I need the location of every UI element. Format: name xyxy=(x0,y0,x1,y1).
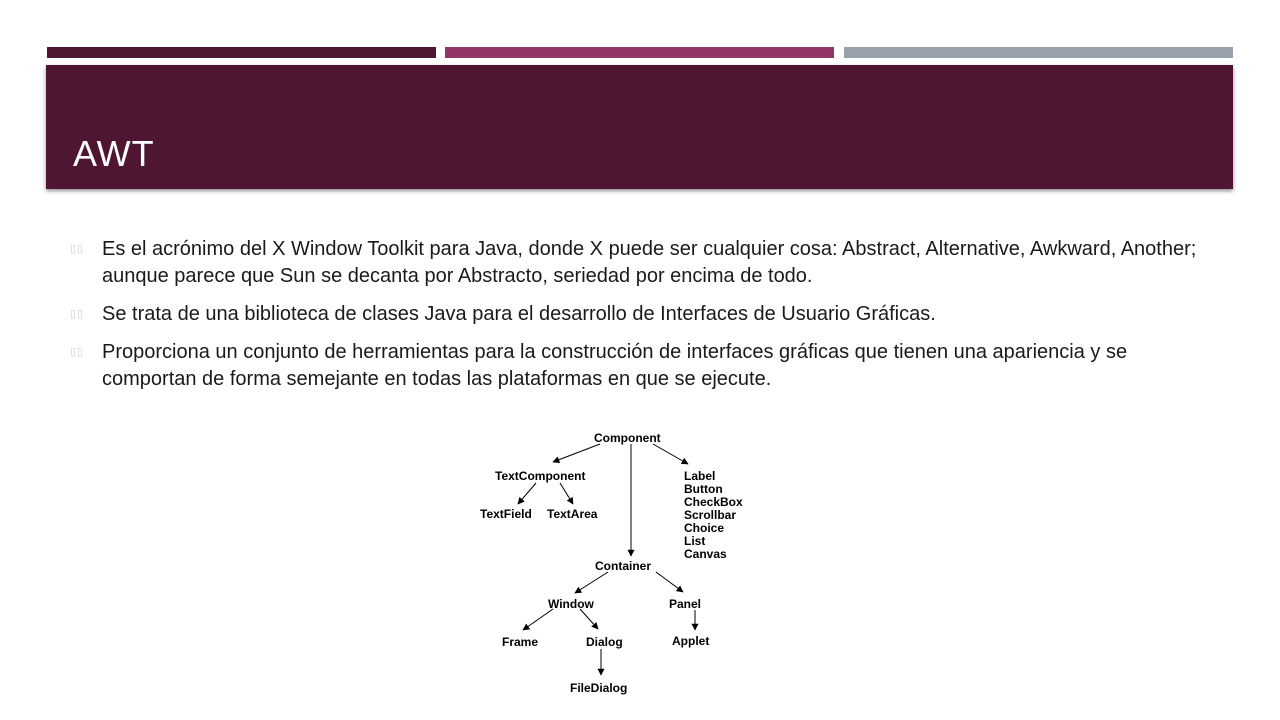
node-canvas: Canvas xyxy=(684,547,727,561)
node-component: Component xyxy=(594,431,661,445)
accent-bar-magenta xyxy=(445,47,834,58)
bullet-list xyxy=(70,236,1220,404)
bullet-item xyxy=(70,236,1220,290)
bullet-marker-icon: ▯▯ xyxy=(70,346,85,358)
bullet-item xyxy=(70,301,1220,328)
bullet-text: Se trata de una biblioteca de clases Java para el desarrollo de Interfaces de Usuario Gráficas. xyxy=(102,303,936,325)
bullet-marker-icon: ▯▯ xyxy=(70,243,85,255)
bullet-text: Proporciona un conjunto de herramientas para la construcción de interfaces gráficas que tienen una apariencia y se comportan de forma semejante en todas las plataformas en que se ejecute. xyxy=(102,341,1128,390)
bullet-marker-icon: ▯▯ xyxy=(70,308,85,320)
node-choice: Choice xyxy=(684,521,725,535)
node-textfield: TextField xyxy=(480,507,532,521)
edge-textcomponent-textarea xyxy=(560,483,573,504)
awt-class-hierarchy-diagram xyxy=(468,420,768,710)
node-button: Button xyxy=(684,482,723,496)
node-panel: Panel xyxy=(669,597,702,611)
node-frame: Frame xyxy=(502,635,539,649)
edge-component-label xyxy=(653,444,688,464)
node-checkbox: CheckBox xyxy=(684,495,743,509)
node-textarea: TextArea xyxy=(547,507,598,521)
bullet-item xyxy=(70,339,1220,393)
edge-window-frame xyxy=(523,609,553,630)
edge-window-dialog xyxy=(580,609,598,629)
edge-component-textcomponent xyxy=(553,444,600,462)
title-band xyxy=(46,65,1233,189)
node-list: List xyxy=(684,534,706,548)
slide-title: AWT xyxy=(73,133,155,174)
node-textcomponent: TextComponent xyxy=(495,469,586,483)
node-window: Window xyxy=(548,597,594,611)
bullet-text: Es el acrónimo del X Window Toolkit para Java, donde X puede ser cualquier cosa: Abstract, Alternative, Awkward, Another; aunque parece que Sun se decanta por Abstracto, seriedad por encima de todo. xyxy=(102,238,1197,287)
edge-textcomponent-textfield xyxy=(518,483,536,504)
node-filedialog: FileDialog xyxy=(570,681,628,695)
node-dialog: Dialog xyxy=(586,635,623,649)
node-container: Container xyxy=(595,559,652,573)
node-scrollbar: Scrollbar xyxy=(684,508,737,522)
node-applet: Applet xyxy=(672,634,710,648)
edge-container-window xyxy=(575,572,608,593)
accent-bar-gray xyxy=(844,47,1233,58)
accent-bar-dark xyxy=(47,47,436,58)
node-label: Label xyxy=(684,469,716,483)
edge-container-panel xyxy=(656,572,683,592)
